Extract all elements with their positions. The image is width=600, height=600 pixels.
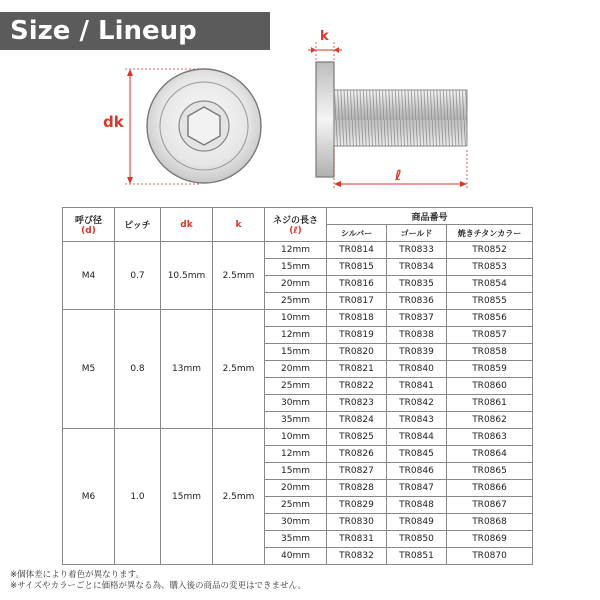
header-pitch: ピッチ bbox=[115, 208, 161, 242]
gold-code-cell: TR0834 bbox=[387, 259, 447, 276]
titanium-code-cell: TR0868 bbox=[447, 514, 533, 531]
titanium-code-cell: TR0863 bbox=[447, 429, 533, 446]
k-label: k bbox=[320, 29, 329, 44]
titanium-code-cell: TR0852 bbox=[447, 242, 533, 259]
hex-socket-icon bbox=[188, 107, 220, 145]
l-dimension bbox=[334, 150, 467, 190]
gold-code-cell: TR0839 bbox=[387, 344, 447, 361]
length-cell: 20mm bbox=[265, 361, 327, 378]
titanium-code-cell: TR0862 bbox=[447, 412, 533, 429]
pitch-cell: 0.8 bbox=[115, 310, 161, 429]
titanium-code-cell: TR0861 bbox=[447, 395, 533, 412]
gold-code-cell: TR0847 bbox=[387, 480, 447, 497]
size-cell: M6 bbox=[63, 429, 115, 565]
table-row bbox=[63, 310, 533, 327]
gold-code-cell: TR0840 bbox=[387, 361, 447, 378]
titanium-code-cell: TR0858 bbox=[447, 344, 533, 361]
gold-code-cell: TR0850 bbox=[387, 531, 447, 548]
dk-cell: 15mm bbox=[161, 429, 213, 565]
bolt-side-view bbox=[316, 62, 467, 177]
table-row bbox=[63, 242, 533, 259]
silver-code-cell: TR0818 bbox=[327, 310, 387, 327]
silver-code-cell: TR0822 bbox=[327, 378, 387, 395]
k-cell: 2.5mm bbox=[213, 242, 265, 310]
silver-code-cell: TR0830 bbox=[327, 514, 387, 531]
length-cell: 12mm bbox=[265, 242, 327, 259]
titanium-code-cell: TR0865 bbox=[447, 463, 533, 480]
length-cell: 25mm bbox=[265, 497, 327, 514]
silver-code-cell: TR0828 bbox=[327, 480, 387, 497]
bolt-diagram bbox=[0, 0, 600, 205]
length-cell: 25mm bbox=[265, 293, 327, 310]
gold-code-cell: TR0844 bbox=[387, 429, 447, 446]
header-product-no: 商品番号 bbox=[327, 208, 533, 225]
titanium-code-cell: TR0854 bbox=[447, 276, 533, 293]
length-cell: 35mm bbox=[265, 412, 327, 429]
bolt-head-front-view bbox=[147, 69, 261, 183]
table-row bbox=[63, 429, 533, 446]
silver-code-cell: TR0825 bbox=[327, 429, 387, 446]
titanium-code-cell: TR0866 bbox=[447, 480, 533, 497]
silver-code-cell: TR0823 bbox=[327, 395, 387, 412]
k-cell: 2.5mm bbox=[213, 310, 265, 429]
length-cell: 12mm bbox=[265, 446, 327, 463]
titanium-code-cell: TR0857 bbox=[447, 327, 533, 344]
titanium-code-cell: TR0853 bbox=[447, 259, 533, 276]
lineup-table bbox=[62, 207, 533, 565]
gold-code-cell: TR0846 bbox=[387, 463, 447, 480]
length-cell: 15mm bbox=[265, 344, 327, 361]
gold-code-cell: TR0851 bbox=[387, 548, 447, 565]
header-length: ネジの長さ (ℓ) bbox=[265, 208, 327, 242]
length-cell: 10mm bbox=[265, 310, 327, 327]
silver-code-cell: TR0827 bbox=[327, 463, 387, 480]
silver-code-cell: TR0815 bbox=[327, 259, 387, 276]
gold-code-cell: TR0835 bbox=[387, 276, 447, 293]
silver-code-cell: TR0824 bbox=[327, 412, 387, 429]
notes bbox=[10, 570, 306, 592]
length-cell: 30mm bbox=[265, 395, 327, 412]
titanium-code-cell: TR0860 bbox=[447, 378, 533, 395]
length-cell: 15mm bbox=[265, 259, 327, 276]
l-label: ℓ bbox=[395, 168, 402, 184]
header-silver: シルバー bbox=[327, 225, 387, 242]
gold-code-cell: TR0849 bbox=[387, 514, 447, 531]
header-dk: dk bbox=[161, 208, 213, 242]
length-cell: 10mm bbox=[265, 429, 327, 446]
titanium-code-cell: TR0867 bbox=[447, 497, 533, 514]
silver-code-cell: TR0819 bbox=[327, 327, 387, 344]
length-cell: 20mm bbox=[265, 276, 327, 293]
gold-code-cell: TR0842 bbox=[387, 395, 447, 412]
page-title: Size / Lineup bbox=[0, 12, 270, 50]
length-cell: 30mm bbox=[265, 514, 327, 531]
length-cell: 35mm bbox=[265, 531, 327, 548]
silver-code-cell: TR0820 bbox=[327, 344, 387, 361]
titanium-code-cell: TR0856 bbox=[447, 310, 533, 327]
silver-code-cell: TR0826 bbox=[327, 446, 387, 463]
titanium-code-cell: TR0859 bbox=[447, 361, 533, 378]
gold-code-cell: TR0833 bbox=[387, 242, 447, 259]
gold-code-cell: TR0843 bbox=[387, 412, 447, 429]
silver-code-cell: TR0831 bbox=[327, 531, 387, 548]
gold-code-cell: TR0848 bbox=[387, 497, 447, 514]
gold-code-cell: TR0845 bbox=[387, 446, 447, 463]
titanium-code-cell: TR0869 bbox=[447, 531, 533, 548]
silver-code-cell: TR0832 bbox=[327, 548, 387, 565]
length-cell: 25mm bbox=[265, 378, 327, 395]
pitch-cell: 1.0 bbox=[115, 429, 161, 565]
length-cell: 12mm bbox=[265, 327, 327, 344]
k-cell: 2.5mm bbox=[213, 429, 265, 565]
silver-code-cell: TR0816 bbox=[327, 276, 387, 293]
silver-code-cell: TR0829 bbox=[327, 497, 387, 514]
note-line: ※サイズやカラーごとに価格が異なる為、購入後の商品の変更はできません。 bbox=[10, 581, 306, 591]
titanium-code-cell: TR0864 bbox=[447, 446, 533, 463]
gold-code-cell: TR0841 bbox=[387, 378, 447, 395]
silver-code-cell: TR0817 bbox=[327, 293, 387, 310]
silver-code-cell: TR0821 bbox=[327, 361, 387, 378]
pitch-cell: 0.7 bbox=[115, 242, 161, 310]
length-cell: 20mm bbox=[265, 480, 327, 497]
length-cell: 40mm bbox=[265, 548, 327, 565]
titanium-code-cell: TR0855 bbox=[447, 293, 533, 310]
header-gold: ゴールド bbox=[387, 225, 447, 242]
gold-code-cell: TR0838 bbox=[387, 327, 447, 344]
titanium-code-cell: TR0870 bbox=[447, 548, 533, 565]
dk-label: dk bbox=[103, 113, 124, 131]
header-k: k bbox=[213, 208, 265, 242]
dk-cell: 10.5mm bbox=[161, 242, 213, 310]
size-cell: M4 bbox=[63, 242, 115, 310]
k-dimension bbox=[308, 29, 342, 60]
silver-code-cell: TR0814 bbox=[327, 242, 387, 259]
header-titanium: 焼きチタンカラー bbox=[447, 225, 533, 242]
dk-cell: 13mm bbox=[161, 310, 213, 429]
size-cell: M5 bbox=[63, 310, 115, 429]
header-yobikei: 呼び径 (d) bbox=[63, 208, 115, 242]
note-line: ※個体差により着色が異なります。 bbox=[10, 570, 144, 580]
length-cell: 15mm bbox=[265, 463, 327, 480]
gold-code-cell: TR0836 bbox=[387, 293, 447, 310]
gold-code-cell: TR0837 bbox=[387, 310, 447, 327]
